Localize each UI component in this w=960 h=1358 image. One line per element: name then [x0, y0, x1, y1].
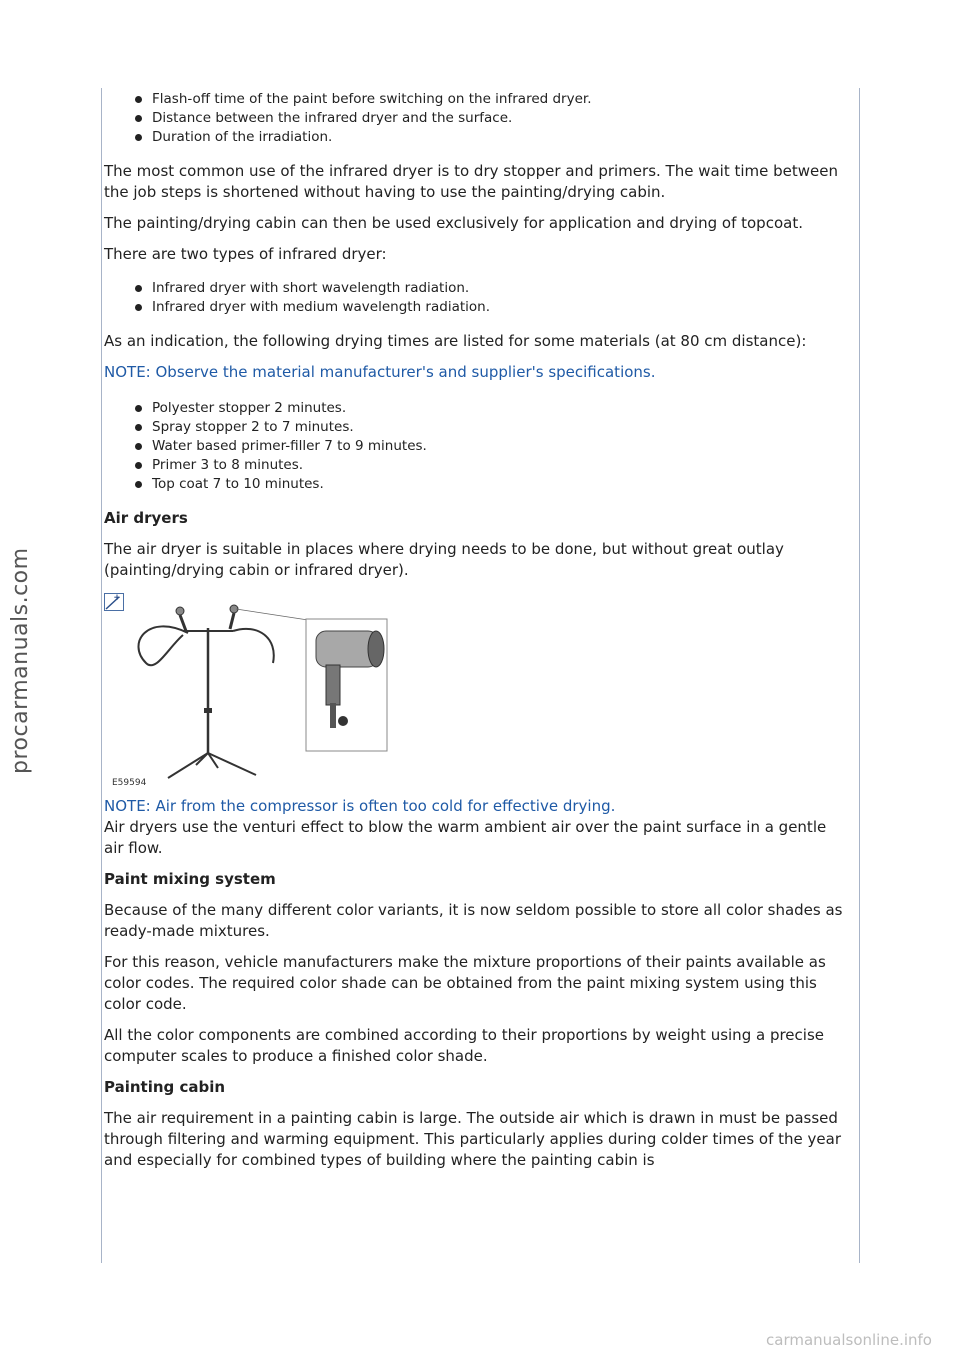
- left-border-line: [101, 88, 102, 1263]
- dryer-types-list: [104, 279, 848, 317]
- air-dryer-figure: [104, 593, 394, 788]
- heading-paint-mixing: Paint mixing system: [104, 870, 276, 888]
- list-item: Spray stopper 2 to 7 minutes.: [152, 418, 848, 437]
- list-item: Distance between the infrared dryer and the surface.: [152, 109, 848, 128]
- paragraph-air-dryer-use: The air dryer is suitable in places where drying needs to be done, but without great outlay (painting/drying cabin or infrared dryer).: [104, 540, 784, 579]
- paragraph-color-codes: For this reason, vehicle manufacturers make the mixture proportions of their paints available as color codes. The required color shade can be obtained from the paint mixing system using this color code.: [104, 953, 826, 1013]
- heading-painting-cabin: Painting cabin: [104, 1078, 226, 1096]
- list-item: Primer 3 to 8 minutes.: [152, 456, 848, 475]
- infrared-factors-list: [104, 90, 848, 147]
- paragraph-drying-times: As an indication, the following drying times are listed for some materials (at 80 cm distance):: [104, 332, 807, 350]
- drying-times-list: [104, 399, 848, 494]
- paragraph-dryer-types: There are two types of infrared dryer:: [104, 245, 387, 263]
- list-item: Water based primer-filler 7 to 9 minutes.: [152, 437, 848, 456]
- paragraph-color-variants: Because of the many different color variants, it is now seldom possible to store all color shades as ready-made mixtures.: [104, 901, 843, 940]
- figure-code: E59594: [112, 778, 147, 788]
- list-item: Infrared dryer with medium wavelength radiation.: [152, 298, 848, 317]
- list-item: Duration of the irradiation.: [152, 128, 848, 147]
- list-item: Infrared dryer with short wavelength radiation.: [152, 279, 848, 298]
- note-compressor-air: NOTE: Air from the compressor is often too cold for effective drying.: [104, 797, 616, 815]
- air-dryer-stand-illustration: [108, 603, 394, 788]
- document-content: [104, 90, 848, 1171]
- list-item: Polyester stopper 2 minutes.: [152, 399, 848, 418]
- list-item: Flash-off time of the paint before switching on the infrared dryer.: [152, 90, 848, 109]
- heading-air-dryers: Air dryers: [104, 509, 188, 527]
- list-item: Top coat 7 to 10 minutes.: [152, 475, 848, 494]
- paragraph-venturi: Air dryers use the venturi effect to blow the warm ambient air over the paint surface in a gentle air flow.: [104, 818, 827, 857]
- paragraph-infrared-use: The most common use of the infrared dryer is to dry stopper and primers. The wait time between the job steps is shortened without having to use the painting/drying cabin.: [104, 162, 839, 201]
- note-specifications: NOTE: Observe the material manufacturer's and supplier's specifications.: [104, 363, 656, 381]
- paragraph-cabin-topcoat: The painting/drying cabin can then be used exclusively for application and drying of topcoat.: [104, 214, 803, 232]
- paragraph-air-requirement: The air requirement in a painting cabin is large. The outside air which is drawn in must be passed through filtering and warming equipment. This particularly applies during colder times of the year and especially for combined types of building where the painting cabin is: [104, 1109, 842, 1169]
- watermark-procarmanuals: procarmanuals.com: [8, 547, 33, 774]
- paragraph-computer-scales: All the color components are combined according to their proportions by weight using a precise computer scales to produce a finished color shade.: [104, 1026, 824, 1065]
- watermark-carmanualsonline: carmanualsonline.info: [766, 1331, 932, 1349]
- right-border-line: [859, 88, 860, 1263]
